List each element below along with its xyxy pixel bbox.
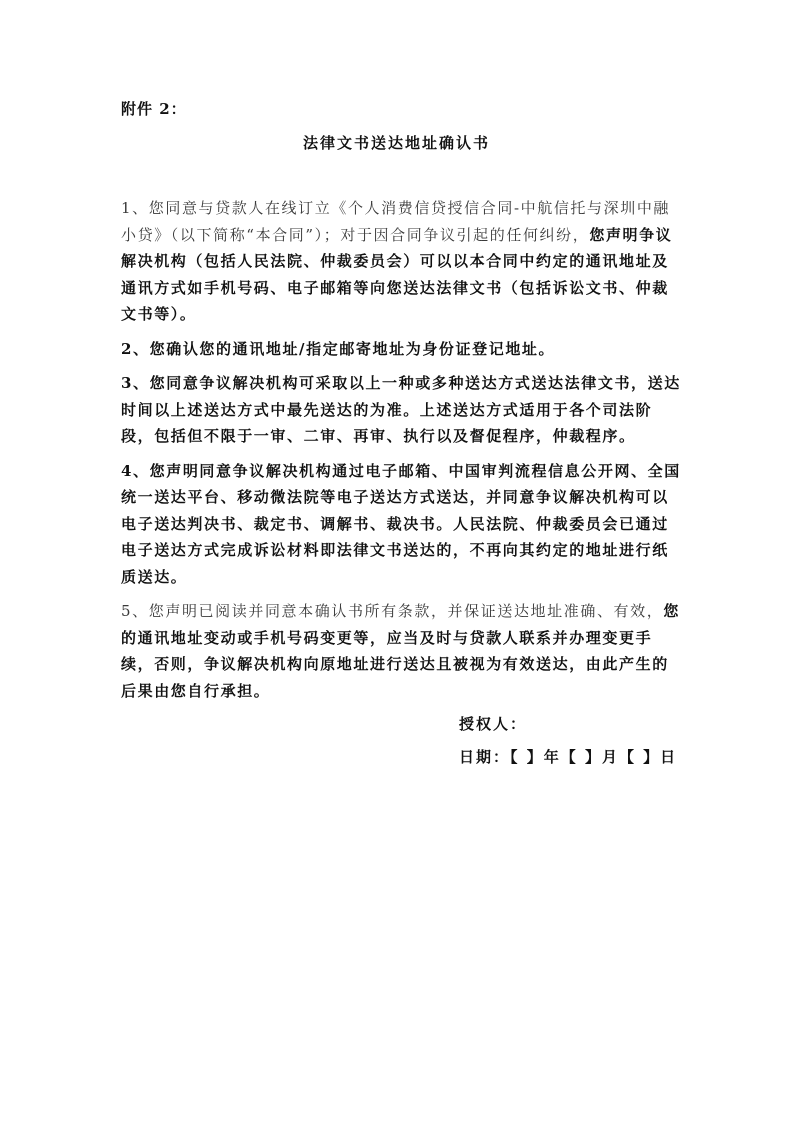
date-line: 日期：【 】年【 】月【 】日 <box>459 748 678 766</box>
clause-5-plain-text: 5、您声明已阅读并同意本确认书所有条款，并保证送达地址准确、有效， <box>121 602 664 620</box>
clause-1 <box>121 195 681 328</box>
clause-2-bold-text: 2、您确认您的通讯地址/指定邮寄地址为身份证登记地址。 <box>121 339 556 358</box>
clause-1-bold-text: 您声明争议解决机构（包括人民法院、仲裁委员会）可以以本合同中约定的通讯地址及通讯方式如手机号码、电子邮箱等向您送达法律文书（包括诉讼文书、仲裁文书等）。 <box>121 225 673 323</box>
clause-5-bold-text: 您的通讯地址变动或手机号码变更等，应当及时与贷款人联系并办理变更手续，否则，争议解决机构向原地址进行送达且被视为有效送达，由此产生的后果由您自行承担。 <box>121 602 680 700</box>
clause-4 <box>121 458 681 591</box>
clause-3 <box>121 370 681 450</box>
authorizer-label: 授权人： <box>459 715 528 733</box>
clause-5 <box>121 598 681 704</box>
clause-2 <box>121 336 681 363</box>
clause-4-bold-text: 4、您声明同意争议解决机构通过电子邮箱、中国审判流程信息公开网、全国统一送达平台、移动微法院等电子送达方式送达，并同意争议解决机构可以电子送达判决书、裁定书、调解书、裁决书。人民法院、仲裁委员会已通过电子送达方式完成诉讼材料即法律文书送达的，不再向其约定的地址进行纸质送达。 <box>121 461 681 586</box>
clause-1-plain-text: 1、您同意与贷款人在线订立《个人消费信贷授信合同-中航信托与深圳中融小贷》（以下简称“本合同”）；对于因合同争议引起的任何纠纷， <box>121 199 671 244</box>
attachment-label: 附件 2： <box>121 100 187 118</box>
document-body <box>121 195 681 712</box>
document-title: 法律文书送达地址确认书 <box>302 134 490 152</box>
clause-3-bold-text: 3、您同意争议解决机构可采取以上一种或多种送达方式送达法律文书，送达时间以上述送达方式中最先送达的为准。上述送达方式适用于各个司法阶段，包括但不限于一审、二审、再审、执行以及督促程序，仲裁程序。 <box>121 374 681 445</box>
